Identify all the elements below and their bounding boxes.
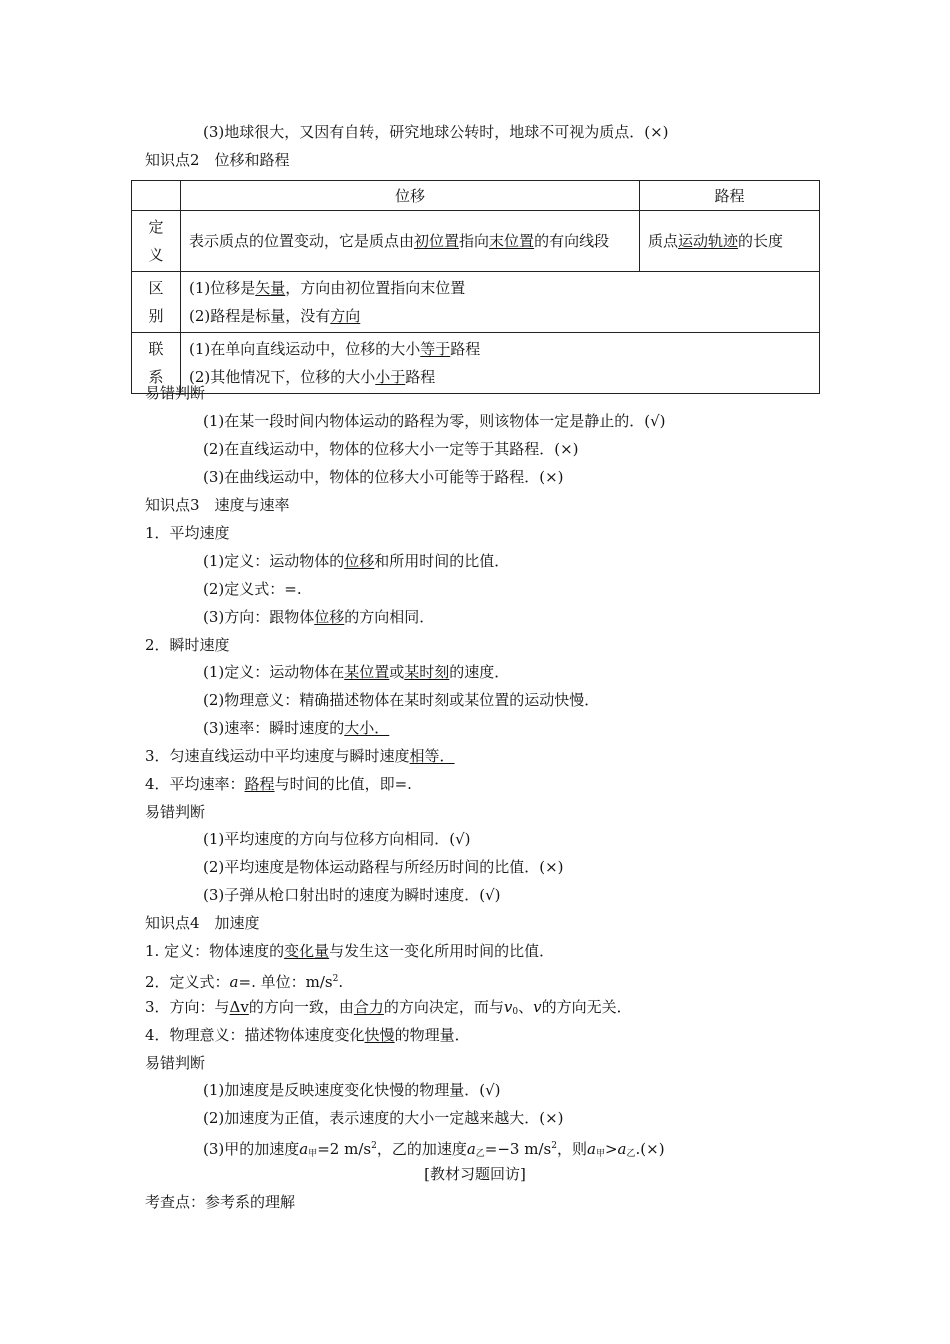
definition-path: 质点运动轨迹的长度 bbox=[640, 211, 820, 272]
section-title-kp3: 知识点3 速度与速率 bbox=[145, 496, 290, 514]
section-title-kp4: 知识点4 加速度 bbox=[145, 914, 260, 932]
header-path: 路程 bbox=[640, 181, 820, 211]
text-line: 1. 定义：物体速度的变化量与发生这一变化所用时间的比值． bbox=[145, 942, 555, 960]
text-line: (1)定义：运动物体的位移和所用时间的比值． bbox=[203, 552, 510, 570]
text-line: (2)定义式：=. bbox=[203, 580, 302, 598]
subheading-average-velocity: 1．平均速度 bbox=[145, 524, 230, 542]
relation-content: (1)在单向直线运动中，位移的大小等于路程 (2)其他情况下，位移的大小小于路程 bbox=[181, 333, 820, 394]
exam-point: 考查点：参考系的理解 bbox=[145, 1193, 296, 1211]
judge-item: (2)在直线运动中，物体的位移大小一定等于其路程．(×) bbox=[203, 440, 579, 458]
row-head-difference: 区 别 bbox=[132, 272, 181, 333]
judge-item: (1)在某一段时间内物体运动的路程为零，则该物体一定是静止的．(√) bbox=[203, 412, 666, 430]
row-head-relation: 联 系 bbox=[132, 333, 181, 394]
text-line: 4．物理意义：描述物体速度变化快慢的物理量． bbox=[145, 1026, 470, 1044]
section-title-kp2: 知识点2 位移和路程 bbox=[145, 151, 290, 169]
text-line: 4．平均速率：路程与时间的比值，即=. bbox=[145, 775, 412, 793]
review-heading: [教材习题回访] bbox=[424, 1165, 526, 1183]
text-line: (2)物理意义：精确描述物体在某时刻或某位置的运动快慢． bbox=[203, 691, 600, 709]
text-line: (3)速率：瞬时速度的大小． bbox=[203, 719, 390, 737]
judge-item: (3)甲的加速度$a_甲=2$ $m/s^2$，乙的加速度$a_乙=-3$ $m/s^2$，则$a_甲>a_乙.(\times)$ bbox=[203, 1140, 665, 1159]
text-line: 2．定义式：a=. 单位：$m/s^2$. bbox=[145, 973, 344, 991]
row-head-definition: 定 义 bbox=[132, 211, 181, 272]
judge-heading: 易错判断 bbox=[145, 384, 206, 402]
judge-item: (3)在曲线运动中，物体的位移大小可能等于路程．(×) bbox=[203, 468, 564, 486]
judge-item: (1)平均速度的方向与位移方向相同．(√) bbox=[203, 830, 471, 848]
judge-item: (3)地球很大，又因有自转，研究地球公转时，地球不可视为质点．(×) bbox=[203, 123, 669, 141]
definition-displacement: 表示质点的位置变动，它是质点由初位置指向末位置的有向线段 bbox=[181, 211, 640, 272]
text-line: (1)定义：运动物体在某位置或某时刻的速度． bbox=[203, 663, 510, 681]
difference-content: (1)位移是矢量，方向由初位置指向末位置 (2)路程是标量，没有方向 bbox=[181, 272, 820, 333]
judge-heading: 易错判断 bbox=[145, 803, 206, 821]
judge-heading: 易错判断 bbox=[145, 1054, 206, 1072]
judge-item: (2)平均速度是物体运动路程与所经历时间的比值．(×) bbox=[203, 858, 564, 876]
subheading-instant-velocity: 2．瞬时速度 bbox=[145, 636, 230, 654]
text-line: (3)方向：跟物体位移的方向相同． bbox=[203, 608, 435, 626]
displacement-path-table bbox=[131, 180, 820, 394]
text-line: 3．匀速直线运动中平均速度与瞬时速度相等． bbox=[145, 747, 455, 765]
judge-item: (3)子弹从枪口射出时的速度为瞬时速度．(√) bbox=[203, 886, 501, 904]
header-displacement: 位移 bbox=[181, 181, 640, 211]
judge-item: (1)加速度是反映速度变化快慢的物理量．(√) bbox=[203, 1081, 501, 1099]
judge-item: (2)加速度为正值，表示速度的大小一定越来越大．(×) bbox=[203, 1109, 564, 1127]
table-corner-cell bbox=[132, 181, 181, 211]
text-line: 3．方向：与Δv的方向一致，由合力的方向决定，而与$v_0$、v的方向无关． bbox=[145, 998, 632, 1017]
